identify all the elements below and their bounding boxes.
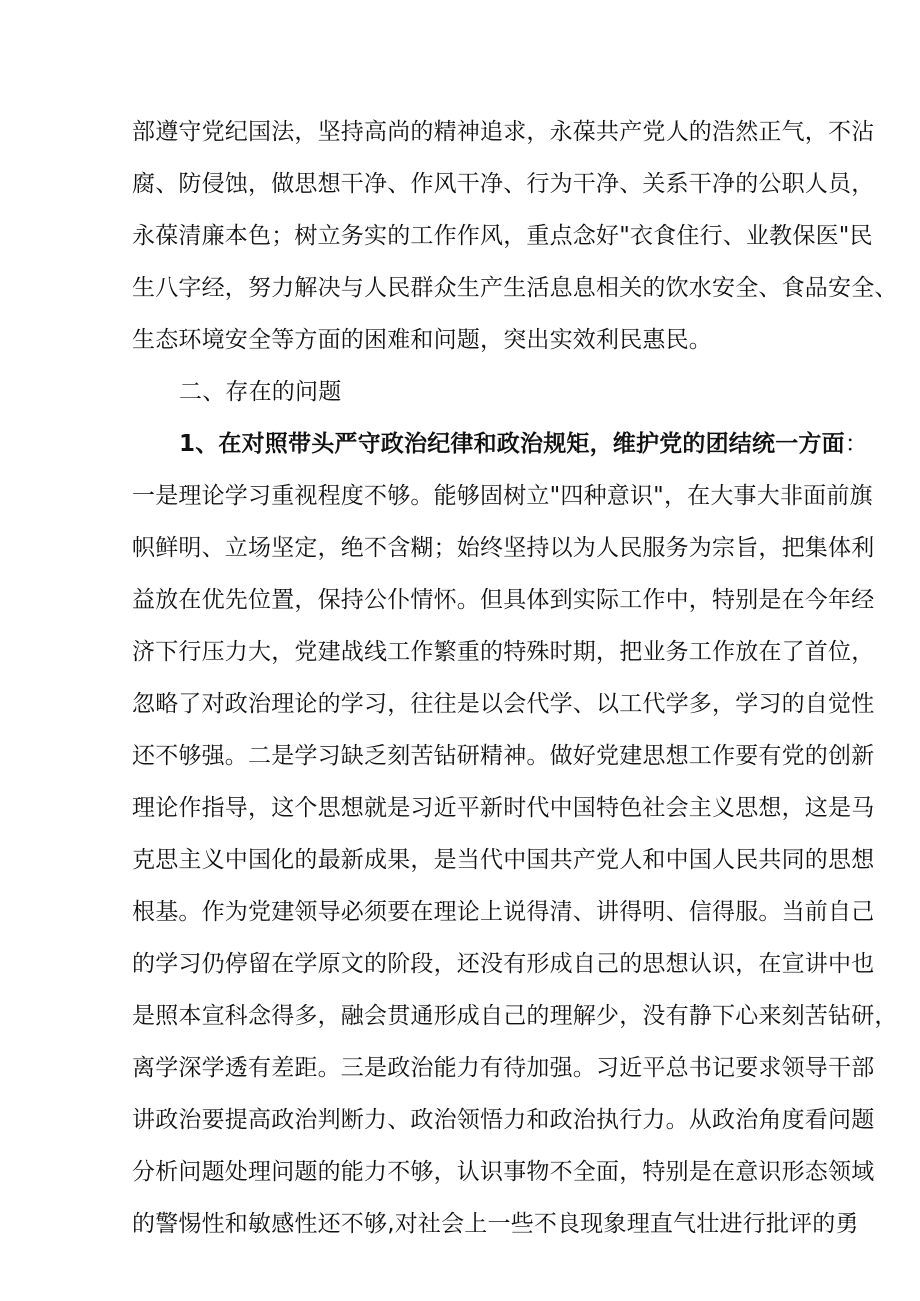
subheading-colon: ：: [844, 431, 869, 457]
paragraph-line: 济下行压力大，党建战线工作繁重的特殊时期，把业务工作放在了首位，: [132, 639, 875, 665]
paragraph-line: 部遵守党纪国法，坚持高尚的精神追求，永葆共产党人的浩然正气，不沾: [132, 119, 875, 145]
subheading-bold-text: 1、在对照带头严守政治纪律和政治规矩，维护党的团结统一方面: [179, 431, 845, 457]
paragraph-line: 帜鲜明、立场坚定，绝不含糊；始终坚持以为人民服务为宗旨，把集体利: [132, 535, 875, 561]
paragraph-line: 永葆清廉本色；树立务实的工作作风，重点念好"衣食住行、业教保医"民: [132, 223, 873, 249]
paragraph-line: 是照本宣科念得多，融会贯通形成自己的理解少，没有静下心来刻苦钻研，: [132, 1003, 898, 1029]
paragraph-line: 理论作指导，这个思想就是习近平新时代中国特色社会主义思想，这是马: [132, 795, 875, 821]
paragraph-line: 根基。作为党建领导必须要在理论上说得清、讲得明、信得服。当前自己: [132, 899, 875, 925]
paragraph-line: 生八字经，努力解决与人民群众生产生活息息相关的饮水安全、食品安全、: [132, 275, 898, 301]
paragraph-line: 生态环境安全等方面的困难和问题，突出实效利民惠民。: [132, 327, 712, 353]
section-heading: 二、存在的问题: [179, 379, 342, 405]
paragraph-line: 一是理论学习重视程度不够。能够固树立"四种意识"，在大事大非面前旗: [132, 483, 873, 509]
paragraph-line: 克思主义中国化的最新成果，是当代中国共产党人和中国人民共同的思想: [132, 847, 875, 873]
paragraph-line: 腐、防侵蚀，做思想干净、作风干净、行为干净、关系干净的公职人员，: [132, 171, 875, 197]
paragraph-line: 离学深学透有差距。三是政治能力有待加强。习近平总书记要求领导干部: [132, 1055, 875, 1081]
subheading-line: [132, 418, 869, 470]
paragraph-line: 讲政治要提高政治判断力、政治领悟力和政治执行力。从政治角度看问题: [132, 1107, 875, 1133]
paragraph-line: 分析问题处理问题的能力不够，认识事物不全面，特别是在意识形态领域: [132, 1159, 875, 1185]
paragraph-line: 还不够强。二是学习缺乏刻苦钻研精神。做好党建思想工作要有党的创新: [132, 743, 875, 769]
paragraph-line: 的警惕性和敏感性还不够,对社会上一些不良现象理直气壮进行批评的勇: [132, 1211, 859, 1237]
paragraph-line: 忽略了对政治理论的学习，往往是以会代学、以工代学多，学习的自觉性: [132, 691, 875, 717]
paragraph-line: 的学习仍停留在学原文的阶段，还没有形成自己的思想认识，在宣讲中也: [132, 951, 875, 977]
document-body: [132, 106, 898, 1250]
paragraph-line: 益放在优先位置，保持公仆情怀。但具体到实际工作中，特别是在今年经: [132, 587, 875, 613]
